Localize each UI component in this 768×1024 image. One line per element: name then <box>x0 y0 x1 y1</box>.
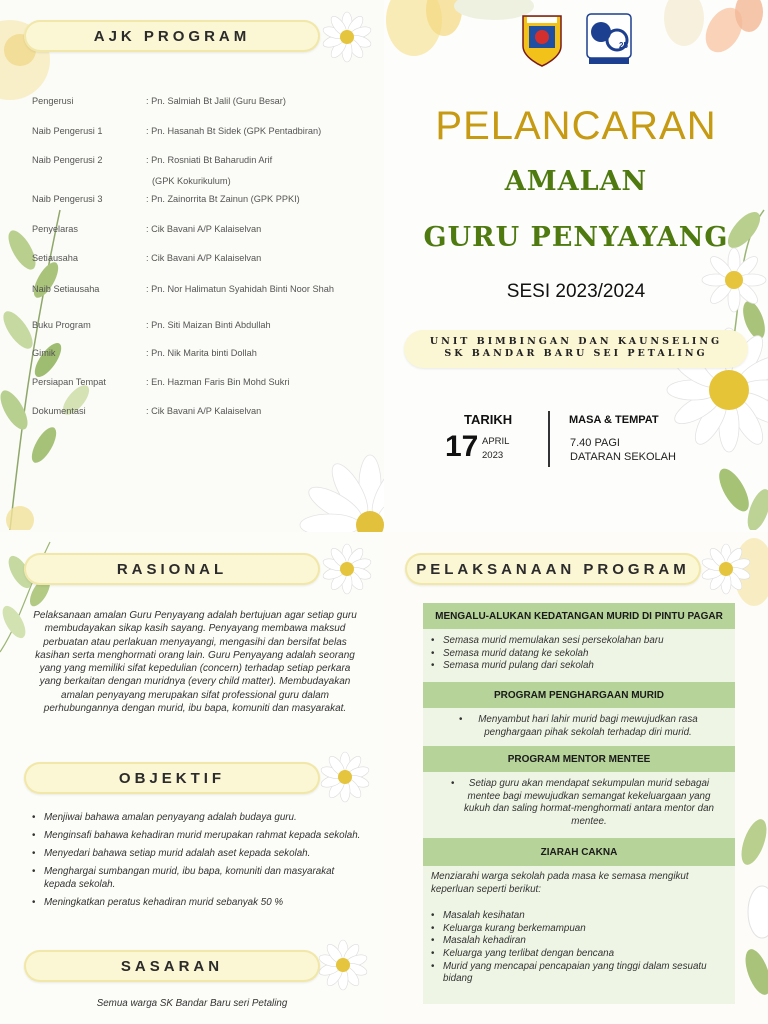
ajk-role: Gimik <box>32 348 56 358</box>
list-item: • Murid yang mencapai pencapaian yang tinggi dalam sesuatu bidang <box>431 961 725 986</box>
unit-banner <box>404 330 748 368</box>
ajk-name: : Pn. Nik Marita binti Dollah <box>146 348 257 358</box>
daisy-icon <box>318 750 372 804</box>
ajk-name: : Cik Bavani A/P Kalaiselvan <box>146 253 262 263</box>
leaf-decoration <box>0 190 110 530</box>
daisy-icon <box>699 542 753 596</box>
top-flowers <box>384 0 768 80</box>
time-text: 7.40 PAGI <box>570 437 620 449</box>
section-intro: Menziarahi warga sekolah pada masa ke semasa mengikut keperluan seperti berikut: <box>431 871 689 895</box>
list-item: • Meningkatkan peratus kehadiran murid sebanyak 50 % <box>32 896 362 909</box>
ajk-panel <box>0 0 384 532</box>
list-item: • Menyambut hari lahir murid bagi mewujudkan rasa penghargaan pihak sekolah terhadap diri murid. <box>459 714 705 739</box>
pelaksanaan-heading: PELAKSANAAN PROGRAM <box>405 553 701 585</box>
list-item: • Keluarga kurang berkemampuan <box>431 923 725 936</box>
ajk-name: : Cik Bavani A/P Kalaiselvan <box>146 224 262 234</box>
rasional-heading: RASIONAL <box>24 553 320 585</box>
section-body <box>423 629 735 682</box>
section-title: PROGRAM PENGHARGAAN MURID <box>423 682 735 708</box>
title-guru-penyayang: GURU PENYAYANG <box>423 222 729 253</box>
section-title: PROGRAM MENTOR MENTEE <box>423 746 735 772</box>
anniversary-logo <box>585 12 633 66</box>
date-day: 17 <box>445 430 479 463</box>
ajk-name: : Pn. Hasanah Bt Sidek (GPK Pentadbiran) <box>146 126 322 136</box>
unit-line-1: UNIT BIMBINGAN DAN KAUNSELING <box>429 336 723 347</box>
sasaran-text: Semua warga SK Bandar Baru seri Petaling <box>96 998 288 1009</box>
ajk-role: Penyelaras <box>32 224 78 234</box>
title-amalan: AMALAN <box>504 166 648 197</box>
place-label: MASA & TEMPAT <box>569 414 659 426</box>
school-crest-logo <box>521 12 563 68</box>
date-label: TARIKH <box>464 412 513 427</box>
ajk-role: Setiausaha <box>32 253 78 263</box>
ajk-role: Pengerusi <box>32 96 74 106</box>
rasional-text: Pelaksanaan amalan Guru Penyayang adalah bertujuan agar setiap guru membudayakan sikap kasih sayang. Penyayang membawa maksud perbuatan atau perlakuan menyayangi, mengasihi dan bersifat belas kasihan serta menghormati orang lain. Guru Penyayang adalah seorang yang yang memiliki sifat kepedulian (concern) terhadap setiap perkara yang berkaitan dengan muridnya (every child matter). Membudayakan amalan penyayang merupakan sifat professional guru dalam perhubungannya dengan murid, ibu bapa, komuniti dan masyarakat. <box>33 610 357 715</box>
daisy-icon <box>316 938 370 992</box>
daisy-flower <box>285 440 384 532</box>
ajk-name: : Pn. Siti Maizan Binti Abdullah <box>146 320 271 330</box>
list-item: • Menyedari bahawa setiap murid adalah aset kepada sekolah. <box>32 847 362 860</box>
section-body <box>423 772 735 838</box>
list-item: • Masalah kesihatan <box>431 910 725 923</box>
ajk-name: : Pn. Salmiah Bt Jalil (Guru Besar) <box>146 96 286 106</box>
list-item: • Semasa murid pulang dari sekolah <box>431 660 725 673</box>
date-divider <box>548 411 550 467</box>
ajk-role: Naib Pengerusi 2 <box>32 155 103 165</box>
logo-number: 25 <box>619 41 628 50</box>
date-year: 2023 <box>482 450 504 461</box>
list-item: • Menginsafi bahawa kehadiran murid merupakan rahmat kepada sekolah. <box>32 829 362 842</box>
ajk-role: Dokumentasi <box>32 406 86 416</box>
list-item: • Menjiwai bahawa amalan penyayang adalah budaya guru. <box>32 811 362 824</box>
ajk-role: Naib Pengerusi 3 <box>32 194 103 204</box>
ajk-role: Naib Setiausaha <box>32 284 100 294</box>
list-item: • Semasa murid datang ke sekolah <box>431 648 725 661</box>
list-item: • Menghargai sumbangan murid, ibu bapa, komuniti dan masyarakat kepada sekolah. <box>32 865 362 891</box>
section-body <box>423 708 735 746</box>
ajk-name: : Pn. Zainorrita Bt Zainun (GPK PPKI) <box>146 194 300 204</box>
ajk-name: : En. Hazman Faris Bin Mohd Sukri <box>146 377 290 387</box>
ajk-name: : Pn. Rosniati Bt Baharudin Arif <box>146 155 273 165</box>
ajk-name: (GPK Kokurikulum) <box>152 176 231 186</box>
section-body <box>423 866 735 1004</box>
objektif-heading: OBJEKTIF <box>24 762 320 794</box>
ajk-name: : Cik Bavani A/P Kalaiselvan <box>146 406 262 416</box>
daisy-icon <box>320 10 374 64</box>
list-item: • Semasa murid memulakan sesi persekolahan baru <box>431 635 725 648</box>
ajk-role: Persiapan Tempat <box>32 377 106 387</box>
ajk-name: : Pn. Nor Halimatun Syahidah Binti Noor Shah <box>146 284 334 294</box>
place-text: DATARAN SEKOLAH <box>570 451 676 463</box>
section-title: ZIARAH CAKNA <box>423 838 735 866</box>
session-text: SESI 2023/2024 <box>506 281 646 302</box>
ajk-role: Buku Program <box>32 320 91 330</box>
list-item: • Masalah kehadiran <box>431 935 725 948</box>
unit-line-2: SK BANDAR BARU SEI PETALING <box>444 348 708 359</box>
sasaran-heading: SASARAN <box>24 950 320 982</box>
section-title: MENGALU-ALUKAN KEDATANGAN MURID DI PINTU PAGAR <box>423 603 735 629</box>
list-item: • Keluarga yang terlibat dengan bencana <box>431 948 725 961</box>
daisy-icon <box>320 542 374 596</box>
title-pelancaran: PELANCARAN <box>435 104 717 148</box>
objektif-list <box>32 811 362 914</box>
date-month: APRIL <box>482 436 510 447</box>
ajk-heading: AJK PROGRAM <box>24 20 320 52</box>
list-item: • Setiap guru akan mendapat sekumpulan murid sebagai mentee bagi mewujudkan semangat kekeluargaan yang kukuh dan saling hormat-menghormati antara mentor dan mentee. <box>451 778 715 828</box>
ajk-role: Naib Pengerusi 1 <box>32 126 103 136</box>
